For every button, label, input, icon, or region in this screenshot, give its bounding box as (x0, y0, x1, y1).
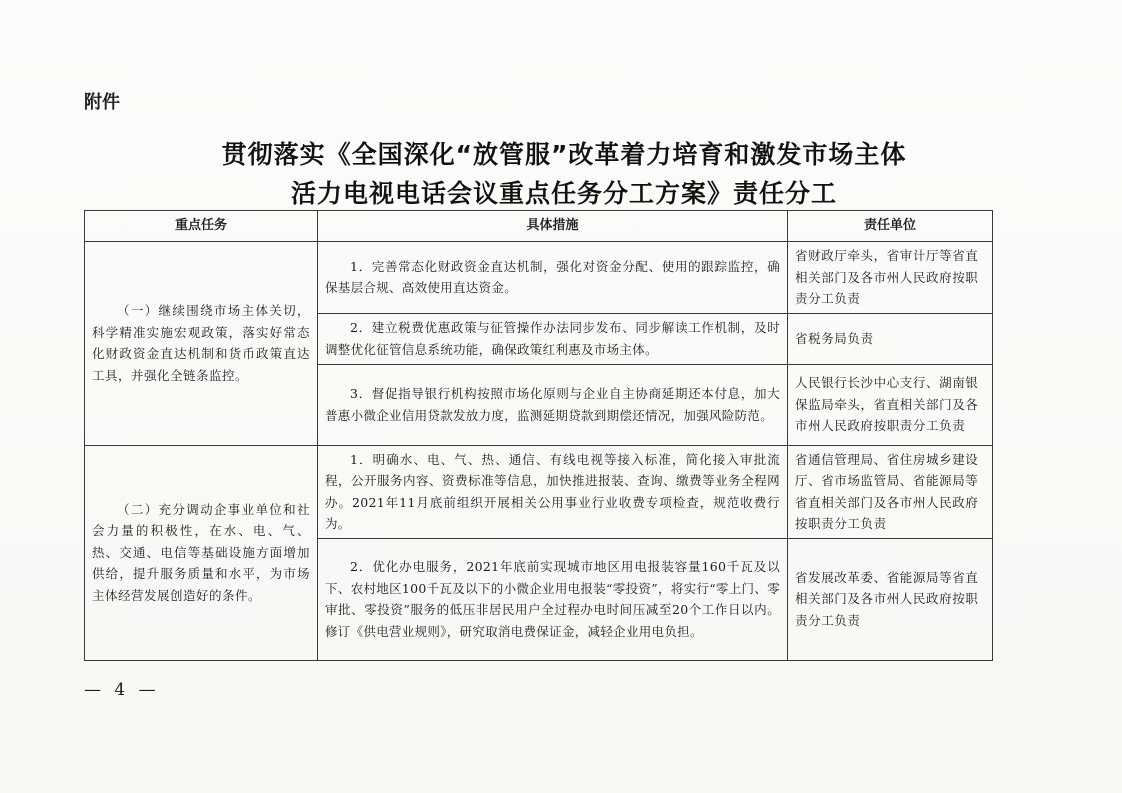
measure-cell (318, 538, 788, 660)
unit-cell: 省财政厅牵头，省审计厅等省直相关部门及各市州人民政府按职责分工负责 (788, 242, 993, 314)
attachment-label: 附件 (84, 92, 120, 113)
task-cell-1 (85, 242, 318, 446)
task-allocation-table (84, 210, 993, 661)
header-unit: 责任单位 (788, 211, 993, 242)
measure-cell (318, 313, 788, 364)
measure-cell (318, 445, 788, 538)
task-text: （一）继续围绕市场主体关切，科学精准实施宏观政策，落实好常态化财政资金直达机制和货币政策直达工具，并强化全链条监控。 (92, 303, 310, 383)
measure-cell (318, 242, 788, 314)
table-header-row (85, 211, 993, 242)
measure-text: 2．建立税费优惠政策与征管操作办法同步发布、同步解读工作机制，及时调整优化征管信息系统功能，确保政策红利惠及市场主体。 (325, 320, 780, 357)
measure-text: 1．明确水、电、气、热、通信、有线电视等接入标准，简化接入审批流程，公开服务内容、资费标准等信息，加快推进报装、查询、缴费等业务全程网办。2021年11月底前组织开展相关公用事业行业收费专项检查，规范收费行为。 (325, 451, 780, 531)
unit-cell: 人民银行长沙中心支行、湖南银保监局牵头，省直相关部门及各市州人民政府按职责分工负责 (788, 364, 993, 445)
header-task: 重点任务 (85, 211, 318, 242)
unit-cell: 省通信管理局、省住房城乡建设厅、省市场监管局、省能源局等省直相关部门及各市州人民政府按职责分工负责 (788, 445, 993, 538)
task-cell-2 (85, 445, 318, 660)
measure-text: 2．优化办电服务，2021年底前实现城市地区用电报装容量160千瓦及以下、农村地区100千瓦及以下的小微企业用电报装“零投资”，将实行“零上门、零审批、零投资”服务的低压非居民用户全过程办电时间压减至20个工作日以内。修订《供电营业规则》，研究取消电费保证金，减轻企业用电负担。 (325, 559, 780, 639)
table-row (85, 242, 993, 314)
document-title-line-1: 贯彻落实《全国深化“放管服”改革着力培育和激发市场主体 (221, 140, 907, 169)
document-title-line-2: 活力电视电话会议重点任务分工方案》责任分工 (290, 179, 837, 208)
measure-cell (318, 364, 788, 445)
measure-text: 3．督促指导银行机构按照市场化原则与企业自主协商延期还本付息，加大普惠小微企业信用贷款发放力度，监测延期贷款到期偿还情况，加强风险防范。 (325, 386, 780, 423)
page-number: — 4 — (84, 680, 160, 700)
header-measure: 具体措施 (318, 211, 788, 242)
measure-text: 1．完善常态化财政资金直达机制，强化对资金分配、使用的跟踪监控，确保基层合规、高效使用直达资金。 (325, 258, 780, 296)
task-text: （二）充分调动企事业单位和社会力量的积极性，在水、电、气、热、交通、电信等基础设施方面增加供给，提升服务质量和水平，为市场主体经营发展创造好的条件。 (92, 501, 310, 603)
unit-cell: 省发展改革委、省能源局等省直相关部门及各市州人民政府按职责分工负责 (788, 538, 993, 660)
table-row (85, 445, 993, 538)
unit-cell: 省税务局负责 (788, 313, 993, 364)
